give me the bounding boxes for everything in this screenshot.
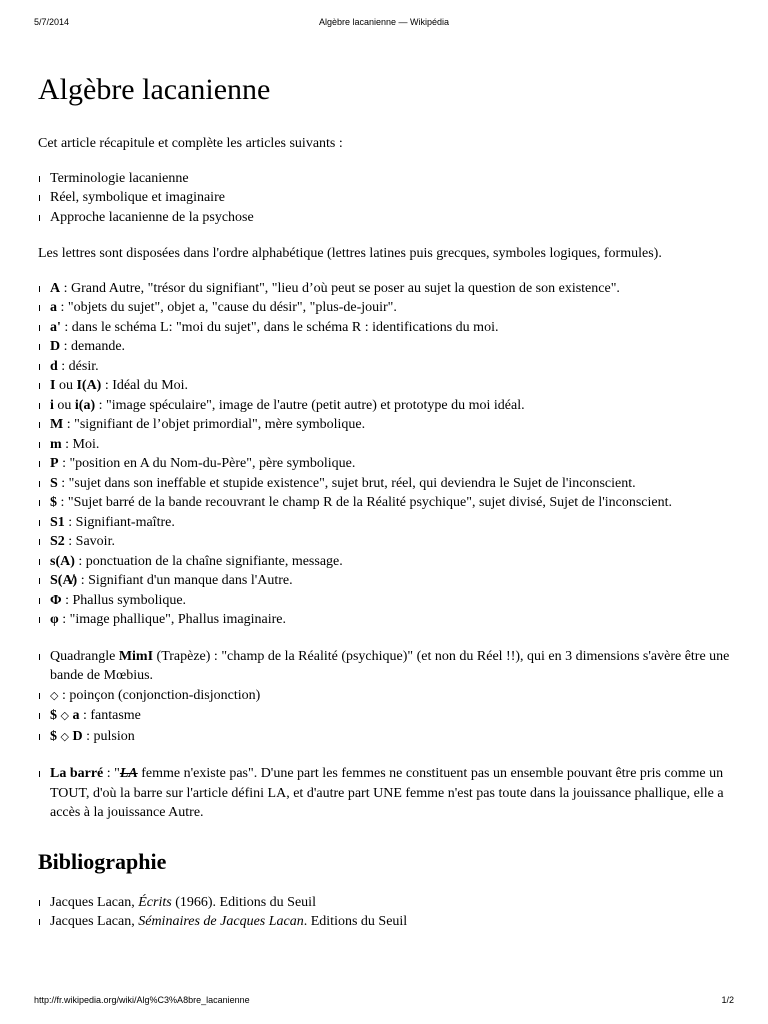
letter-definition: : dans le schéma L: "moi du sujet", dans le schéma R : identifications du moi. [60, 319, 499, 335]
bibliography-item [38, 912, 732, 932]
letter-item [38, 279, 732, 299]
letter-key: I [50, 378, 56, 393]
letter-item [38, 532, 732, 552]
letter-definition: : désir. [57, 358, 99, 374]
letter-key: φ [50, 612, 59, 627]
letter-key: S1 [50, 514, 65, 530]
letter-key: a' [50, 319, 61, 335]
bibliography-author: Jacques Lacan, [50, 894, 139, 910]
la-barre-separator: : " [103, 766, 120, 781]
bibliography-author: Jacques Lacan, [50, 914, 139, 929]
pulsion-subject: $ [50, 728, 57, 744]
pulsion-demand: D [72, 728, 83, 744]
letter-definition: : Moi. [61, 436, 100, 452]
letter-item [38, 376, 732, 396]
letter-item [38, 357, 732, 377]
related-article-label[interactable]: Réel, symbolique et imaginaire [50, 190, 225, 205]
pulsion-definition: : pulsion [82, 728, 135, 744]
la-barre-list [38, 764, 732, 823]
letter-definition: : Phallus symbolique. [61, 592, 187, 608]
page-title: Algèbre lacanienne [38, 73, 271, 106]
letter-item [38, 318, 732, 338]
letter-item [38, 493, 732, 513]
fantasme-item [38, 706, 732, 727]
fantasme-object: a [72, 708, 80, 723]
letter-key-alt: i(a) [74, 397, 96, 413]
la-barre-key: La barré [50, 766, 104, 781]
letter-item [38, 474, 732, 494]
letter-connector: ou [55, 378, 77, 393]
letter-connector: ou [53, 397, 75, 413]
quadrangle-prefix: Quadrangle [50, 648, 119, 664]
letters-list [38, 279, 732, 630]
letter-key: d [50, 358, 58, 374]
poincon-item [38, 686, 732, 707]
pulsion-item [38, 727, 732, 748]
la-barre-item [38, 764, 732, 823]
letter-item [38, 571, 732, 591]
print-date: 5/7/2014 [34, 17, 70, 27]
letter-definition: : "sujet dans son ineffable et stupide existence", sujet brut, réel, qui deviendra le Sujet de l'inconscient. [57, 475, 636, 491]
related-articles-list [38, 169, 732, 228]
intro-paragraph: Cet article récapitule et complète les articles suivants : [38, 136, 343, 151]
fantasme-subject: $ [50, 708, 57, 723]
letter-item [38, 298, 732, 318]
letter-definition: : "image spéculaire", image de l'autre (petit autre) et prototype du moi idéal. [95, 397, 525, 413]
letter-definition: : Idéal du Moi. [101, 378, 189, 393]
bibliography-work[interactable]: Séminaires de Jacques Lacan [138, 914, 304, 929]
letter-item [38, 435, 732, 455]
bibliography-rest: (1966). Editions du Seuil [171, 894, 316, 910]
print-page-number: 1/2 [721, 995, 734, 1005]
letter-key: S [50, 475, 58, 491]
letter-item [38, 610, 732, 630]
letter-key: S(A̸) [50, 573, 78, 588]
letter-definition: : Signifiant d'un manque dans l'Autre. [77, 573, 293, 588]
related-article-link[interactable] [38, 188, 732, 208]
poincon-icon: ◇ [60, 710, 69, 722]
bibliography-work[interactable]: Écrits [138, 894, 172, 910]
letter-key: i [50, 397, 54, 413]
order-note: Les lettres sont disposées dans l'ordre alphabétique (lettres latines puis grecques, symboles logiques, formules). [38, 246, 662, 261]
letter-key: m [50, 436, 62, 452]
letter-key: M [50, 417, 64, 432]
poincon-icon: ◇ [60, 730, 69, 743]
letter-key: P [50, 456, 59, 471]
letter-definition: : Signifiant-maître. [64, 514, 175, 530]
letter-item [38, 552, 732, 572]
letter-key: D [50, 339, 61, 354]
la-barre-struck: LA [119, 766, 138, 781]
letter-definition: : "signifiant de l’objet primordial", mère symbolique. [63, 417, 366, 432]
letter-item [38, 396, 732, 416]
bibliography-list [38, 893, 732, 932]
bibliography-rest: . Editions du Seuil [303, 914, 408, 929]
quadrangle-definition: (Trapèze) : "champ de la Réalité (psychique)" (et non du Réel !!), qui en 3 dimensions s'avère être une bande de Mœbius. [50, 648, 730, 683]
bibliography-item [38, 893, 732, 913]
related-article-label[interactable]: Approche lacanienne de la psychose [50, 209, 254, 225]
letter-item [38, 454, 732, 474]
article-content [38, 72, 732, 946]
letter-key: s(A) [50, 553, 75, 569]
quadrangle-key: MimI [118, 648, 154, 664]
letter-key: S2 [50, 534, 65, 549]
letter-key: a [50, 300, 57, 315]
poincon-definition: : poinçon (conjonction-disjonction) [58, 687, 261, 703]
poincon-icon: ◇ [50, 689, 59, 702]
related-article-link[interactable] [38, 169, 732, 189]
letter-key: $ [50, 495, 57, 510]
print-page-title: Algèbre lacanienne — Wikipédia [318, 17, 450, 27]
quadrangle-item [38, 647, 732, 686]
letter-item [38, 337, 732, 357]
letter-definition: : "Sujet barré de la bande recouvrant le champ R de la Réalité psychique", sujet divisé, Sujet de l'inconscient. [57, 495, 672, 510]
related-article-link[interactable] [38, 208, 732, 228]
print-header [34, 17, 734, 31]
letter-item [38, 415, 732, 435]
letter-key: Φ [50, 592, 62, 608]
letter-definition: : demande. [60, 339, 126, 354]
print-url: http://fr.wikipedia.org/wiki/Alg%C3%A8bre_lacanienne [34, 995, 250, 1005]
letter-definition: : ponctuation de la chaîne signifiante, message. [74, 553, 343, 569]
related-article-label[interactable]: Terminologie lacanienne [50, 170, 189, 186]
bibliography-heading: Bibliographie [38, 848, 167, 874]
fantasme-definition: : fantasme [79, 708, 141, 723]
letter-key: A [50, 280, 61, 296]
letter-definition: : "image phallique", Phallus imaginaire. [58, 612, 286, 627]
letter-item [38, 513, 732, 533]
letter-key-alt: I(A) [76, 378, 102, 393]
letter-definition: : "position en A du Nom-du-Père", père symbolique. [58, 456, 356, 471]
la-barre-definition: femme n'existe pas". D'une part les femmes ne constituent pas un ensemble pouvant être pris comme un TOUT, d'où la barre sur l'article défini LA, et d'autre part UNE femme n'est pas toute dans la jouissance phallique, elle a accès à la jouissance Autre. [50, 766, 724, 820]
letter-definition: : Grand Autre, "trésor du signifiant", "lieu d’où peut se poser au sujet la question de son existence". [60, 280, 620, 296]
letter-item [38, 591, 732, 611]
print-footer [34, 995, 734, 1009]
letter-definition: : Savoir. [64, 534, 115, 549]
formulas-list [38, 647, 732, 748]
letter-definition: : "objets du sujet", objet a, "cause du désir", "plus-de-jouir". [57, 300, 397, 315]
